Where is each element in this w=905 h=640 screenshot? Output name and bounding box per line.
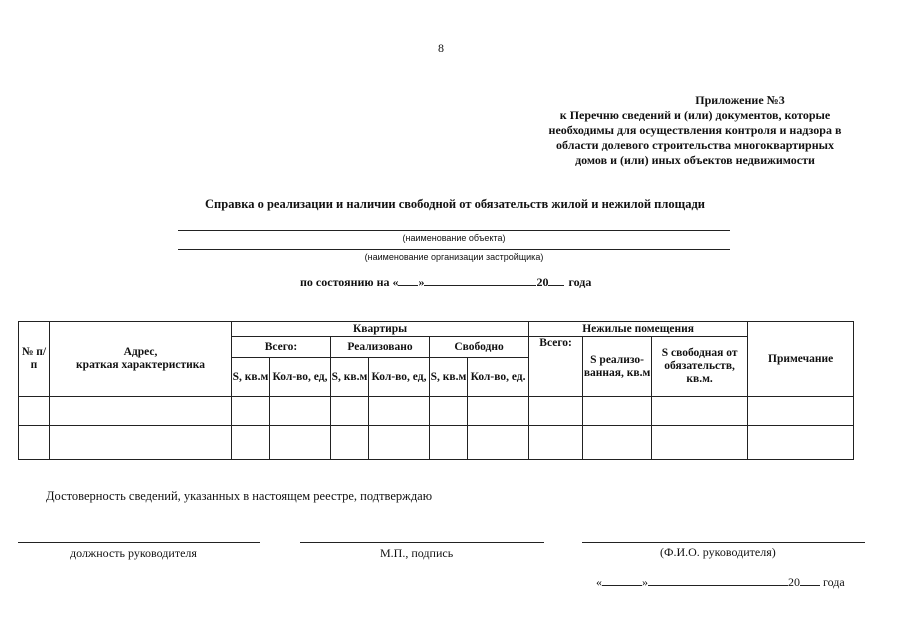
appendix-line: к Перечню сведений и (или) документов, которые <box>559 108 831 122</box>
appendix-heading: Приложение №3 <box>695 93 785 107</box>
table-cell[interactable] <box>19 426 50 460</box>
header-nonresidential: Нежилые помещения <box>529 322 748 337</box>
header-apt-total-s: S, кв.м <box>232 358 270 397</box>
date-month-field[interactable] <box>648 574 788 586</box>
header-note: Примечание <box>748 322 854 397</box>
position-signature-line[interactable] <box>18 542 260 543</box>
table-cell[interactable] <box>529 397 583 426</box>
as-of-prefix: по состоянию на « <box>300 275 399 289</box>
table-cell[interactable] <box>369 397 430 426</box>
developer-name-line[interactable] <box>178 249 730 250</box>
date-day-field[interactable] <box>602 574 642 586</box>
header-apt-free-s: S, кв.м <box>430 358 468 397</box>
name-signature-line[interactable] <box>582 542 865 543</box>
header-address-line: Адрес, <box>123 346 158 358</box>
date-suffix: года <box>823 575 845 589</box>
table-cell[interactable] <box>232 397 270 426</box>
header-number: № п/п <box>19 322 50 397</box>
page-number: 8 <box>438 41 444 55</box>
table-cell[interactable] <box>652 426 748 460</box>
table-cell[interactable] <box>369 426 430 460</box>
position-caption: должность руководителя <box>70 546 197 560</box>
as-of-quote: » <box>418 275 425 289</box>
as-of-year-prefix: 20 <box>536 275 549 289</box>
header-apt-total-count: Кол-во, ед, <box>270 358 331 397</box>
table-cell[interactable] <box>529 426 583 460</box>
stamp-signature-line[interactable] <box>300 542 544 543</box>
table-row <box>19 397 854 426</box>
report-table <box>18 321 854 460</box>
table-cell[interactable] <box>232 426 270 460</box>
table-cell[interactable] <box>430 426 468 460</box>
header-address-line: краткая характеристика <box>76 359 205 371</box>
table-cell[interactable] <box>748 397 854 426</box>
as-of-suffix: года <box>568 275 592 289</box>
header-nonres-total: Всего: <box>529 337 583 397</box>
date-year-field[interactable] <box>800 574 820 586</box>
appendix-line: необходимы для осуществления контроля и надзора в <box>548 123 842 137</box>
stamp-caption: М.П., подпись <box>380 546 454 560</box>
as-of-year-field[interactable] <box>548 274 564 286</box>
object-name-caption: (наименование объекта) <box>402 233 506 243</box>
as-of-day-field[interactable] <box>398 274 418 286</box>
header-nonres-free: S свободная от обязательств, кв.м. <box>652 337 748 397</box>
date-year-prefix: 20 <box>788 575 800 589</box>
as-of-month-field[interactable] <box>424 274 536 286</box>
object-name-line[interactable] <box>178 230 730 231</box>
table-cell[interactable] <box>50 397 232 426</box>
table-cell[interactable] <box>430 397 468 426</box>
table-cell[interactable] <box>583 426 652 460</box>
table-cell[interactable] <box>748 426 854 460</box>
table-cell[interactable] <box>270 426 331 460</box>
appendix-line: области долевого строительства многоквартирных <box>556 138 834 152</box>
date-open-quote: « <box>596 575 602 589</box>
table-cell[interactable] <box>331 397 369 426</box>
table-row <box>19 426 854 460</box>
signature-date <box>596 574 845 590</box>
name-caption: (Ф.И.О. руководителя) <box>660 545 776 559</box>
header-apt-free-count: Кол-во, ед. <box>468 358 529 397</box>
appendix-block <box>520 93 870 168</box>
table-cell[interactable] <box>270 397 331 426</box>
table-cell[interactable] <box>583 397 652 426</box>
confirmation-text: Достоверность сведений, указанных в настоящем реестре, подтверждаю <box>46 489 433 503</box>
header-apt-free: Свободно <box>430 337 529 358</box>
as-of-date <box>300 274 591 290</box>
header-apt-sold-count: Кол-во, ед, <box>369 358 430 397</box>
document-title: Справка о реализации и наличии свободной от обязательств жилой и нежилой площади <box>205 197 705 211</box>
header-apt-sold-s: S, кв.м <box>331 358 369 397</box>
header-address <box>50 322 232 397</box>
header-nonres-sold: S реализо-ванная, кв.м <box>583 337 652 397</box>
table-cell[interactable] <box>468 397 529 426</box>
table-cell[interactable] <box>652 397 748 426</box>
appendix-line: домов и (или) иных объектов недвижимости <box>575 153 815 167</box>
table-cell[interactable] <box>50 426 232 460</box>
header-apartments: Квартиры <box>232 322 529 337</box>
header-apt-sold: Реализовано <box>331 337 430 358</box>
date-close-quote: » <box>642 575 648 589</box>
table-cell[interactable] <box>468 426 529 460</box>
developer-name-caption: (наименование организации застройщика) <box>364 252 544 262</box>
table-cell[interactable] <box>331 426 369 460</box>
header-apt-total: Всего: <box>232 337 331 358</box>
table-cell[interactable] <box>19 397 50 426</box>
